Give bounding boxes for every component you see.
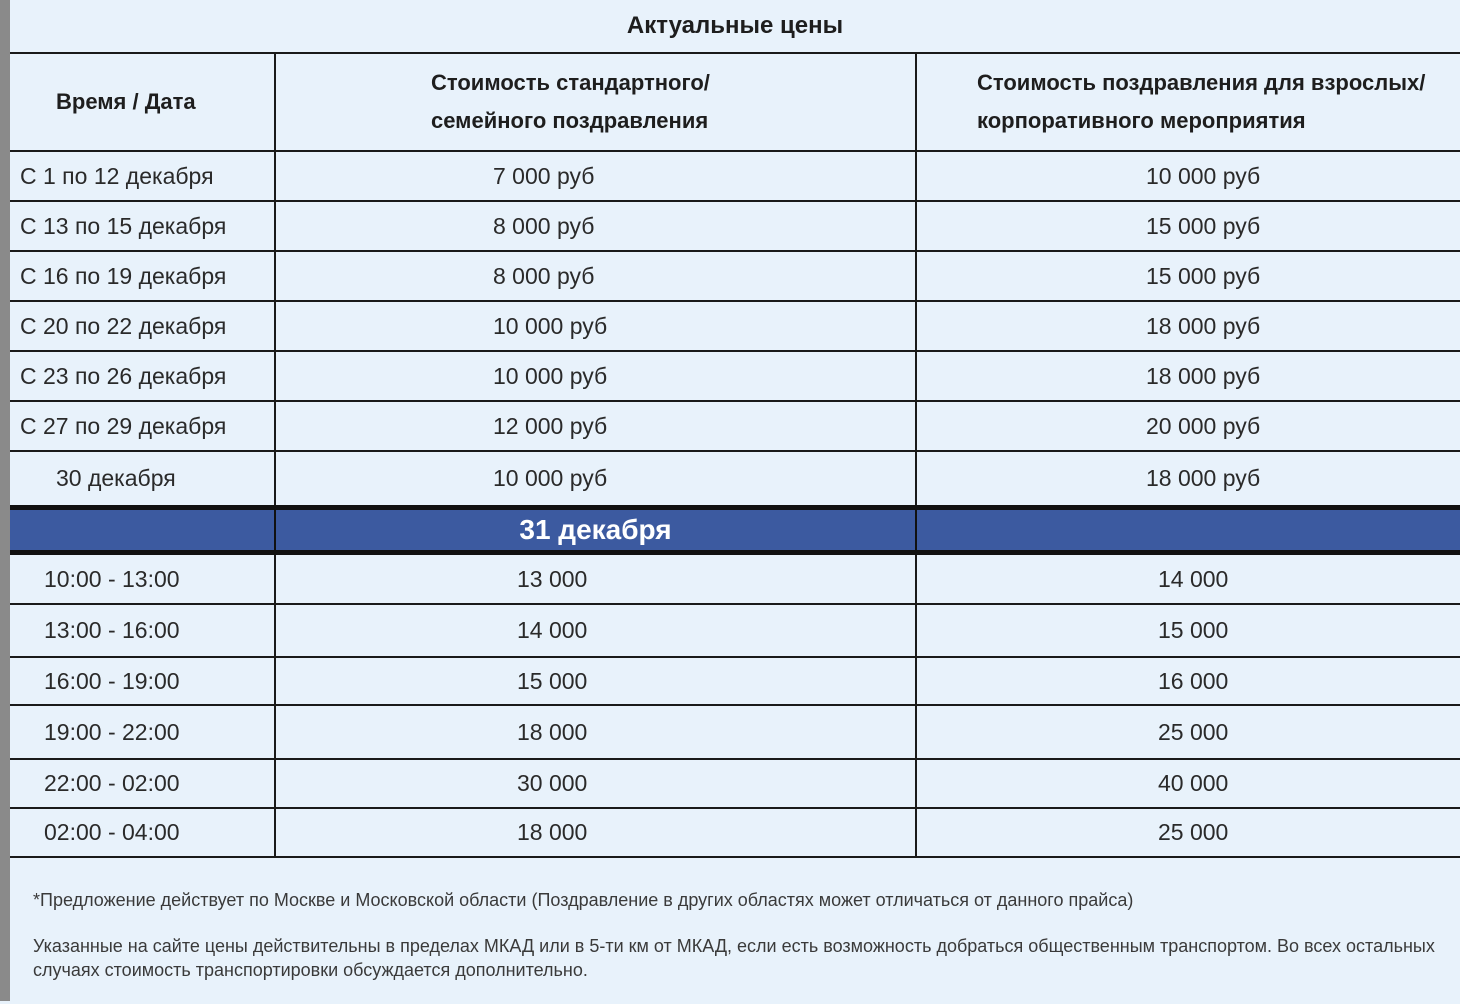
table-row bbox=[10, 402, 1460, 452]
adult-price-cell: 18 000 руб bbox=[1146, 465, 1261, 491]
adult-price-cell: 15 000 bbox=[1158, 617, 1229, 643]
standard-price-cell: 10 000 руб bbox=[276, 352, 917, 400]
time-cell: 02:00 - 04:00 bbox=[10, 809, 276, 856]
date-cell: С 1 по 12 декабря bbox=[10, 152, 276, 200]
standard-price-cell: 8 000 руб bbox=[276, 252, 917, 300]
adult-price-cell: 40 000 bbox=[1158, 770, 1229, 796]
banner-right-cell bbox=[917, 510, 1460, 550]
table-row bbox=[10, 252, 1460, 302]
standard-price-cell: 10 000 руб bbox=[276, 452, 917, 505]
date-cell: С 13 по 15 декабря bbox=[10, 202, 276, 250]
header-adult-line1: Стоимость поздравления для взрослых/ bbox=[977, 70, 1426, 95]
table-row bbox=[10, 760, 1460, 809]
header-standard-line2: семейного поздравления bbox=[431, 108, 709, 133]
adult-price-cell: 15 000 руб bbox=[1146, 262, 1261, 289]
table-row bbox=[10, 555, 1460, 605]
time-cell: 10:00 - 13:00 bbox=[10, 555, 276, 603]
table-row bbox=[10, 809, 1460, 858]
banner-left-cell bbox=[10, 510, 276, 550]
header-adult bbox=[917, 54, 1460, 150]
standard-price-cell: 15 000 bbox=[276, 658, 917, 704]
banner-title: 31 декабря bbox=[276, 510, 917, 550]
table-row bbox=[10, 452, 1460, 505]
standard-price-cell: 12 000 руб bbox=[276, 402, 917, 450]
header-standard bbox=[276, 54, 917, 150]
table-row bbox=[10, 302, 1460, 352]
window-edge bbox=[0, 0, 10, 1001]
table-row bbox=[10, 605, 1460, 658]
header-adult-line2: корпоративного мероприятия bbox=[977, 108, 1306, 133]
standard-price-cell: 13 000 bbox=[276, 555, 917, 603]
date-cell: С 23 по 26 декабря bbox=[10, 352, 276, 400]
note-region: *Предложение действует по Москве и Московской области (Поздравление в других областях может отличаться от данного прайса) bbox=[33, 890, 1134, 910]
standard-price-cell: 8 000 руб bbox=[276, 202, 917, 250]
adult-price-cell: 15 000 руб bbox=[1146, 212, 1261, 239]
adult-price-cell: 18 000 руб bbox=[1146, 312, 1261, 339]
time-cell: 22:00 - 02:00 bbox=[10, 760, 276, 807]
dec31-banner bbox=[10, 505, 1460, 555]
adult-price-cell: 25 000 bbox=[1158, 718, 1229, 745]
date-cell: С 27 по 29 декабря bbox=[10, 402, 276, 450]
adult-price-cell: 14 000 bbox=[1158, 565, 1229, 592]
adult-price-cell: 20 000 руб bbox=[1146, 412, 1261, 439]
note-transport: Указанные на сайте цены действительны в пределах МКАД или в 5-ти км от МКАД, если есть возможность добраться общественным транспортом. Во всех остальных случаях стоимость транспортировки обсуждается дополнительно. bbox=[33, 936, 1435, 980]
standard-price-cell: 14 000 bbox=[276, 605, 917, 656]
adult-price-cell: 10 000 руб bbox=[1146, 162, 1261, 189]
price-table bbox=[10, 52, 1460, 858]
date-cell: 30 декабря bbox=[10, 452, 276, 505]
header-standard-line1: Стоимость стандартного/ bbox=[431, 70, 710, 95]
table-row bbox=[10, 706, 1460, 760]
header-date: Время / Дата bbox=[10, 54, 276, 150]
adult-price-cell: 16 000 bbox=[1158, 667, 1229, 694]
time-cell: 13:00 - 16:00 bbox=[10, 605, 276, 656]
time-cell: 16:00 - 19:00 bbox=[10, 658, 276, 704]
standard-price-cell: 18 000 bbox=[276, 809, 917, 856]
adult-price-cell: 18 000 руб bbox=[1146, 362, 1261, 389]
standard-price-cell: 18 000 bbox=[276, 706, 917, 758]
table-row bbox=[10, 352, 1460, 402]
table-row bbox=[10, 202, 1460, 252]
standard-price-cell: 30 000 bbox=[276, 760, 917, 807]
standard-price-cell: 7 000 руб bbox=[276, 152, 917, 200]
page-title: Актуальные цены bbox=[626, 12, 844, 39]
adult-price-cell: 25 000 bbox=[1158, 819, 1229, 845]
table-row bbox=[10, 658, 1460, 706]
time-cell: 19:00 - 22:00 bbox=[10, 706, 276, 758]
date-cell: С 20 по 22 декабря bbox=[10, 302, 276, 350]
footnotes bbox=[33, 888, 1443, 1004]
standard-price-cell: 10 000 руб bbox=[276, 302, 917, 350]
table-header-row bbox=[10, 54, 1460, 152]
date-cell: С 16 по 19 декабря bbox=[10, 252, 276, 300]
table-row bbox=[10, 152, 1460, 202]
